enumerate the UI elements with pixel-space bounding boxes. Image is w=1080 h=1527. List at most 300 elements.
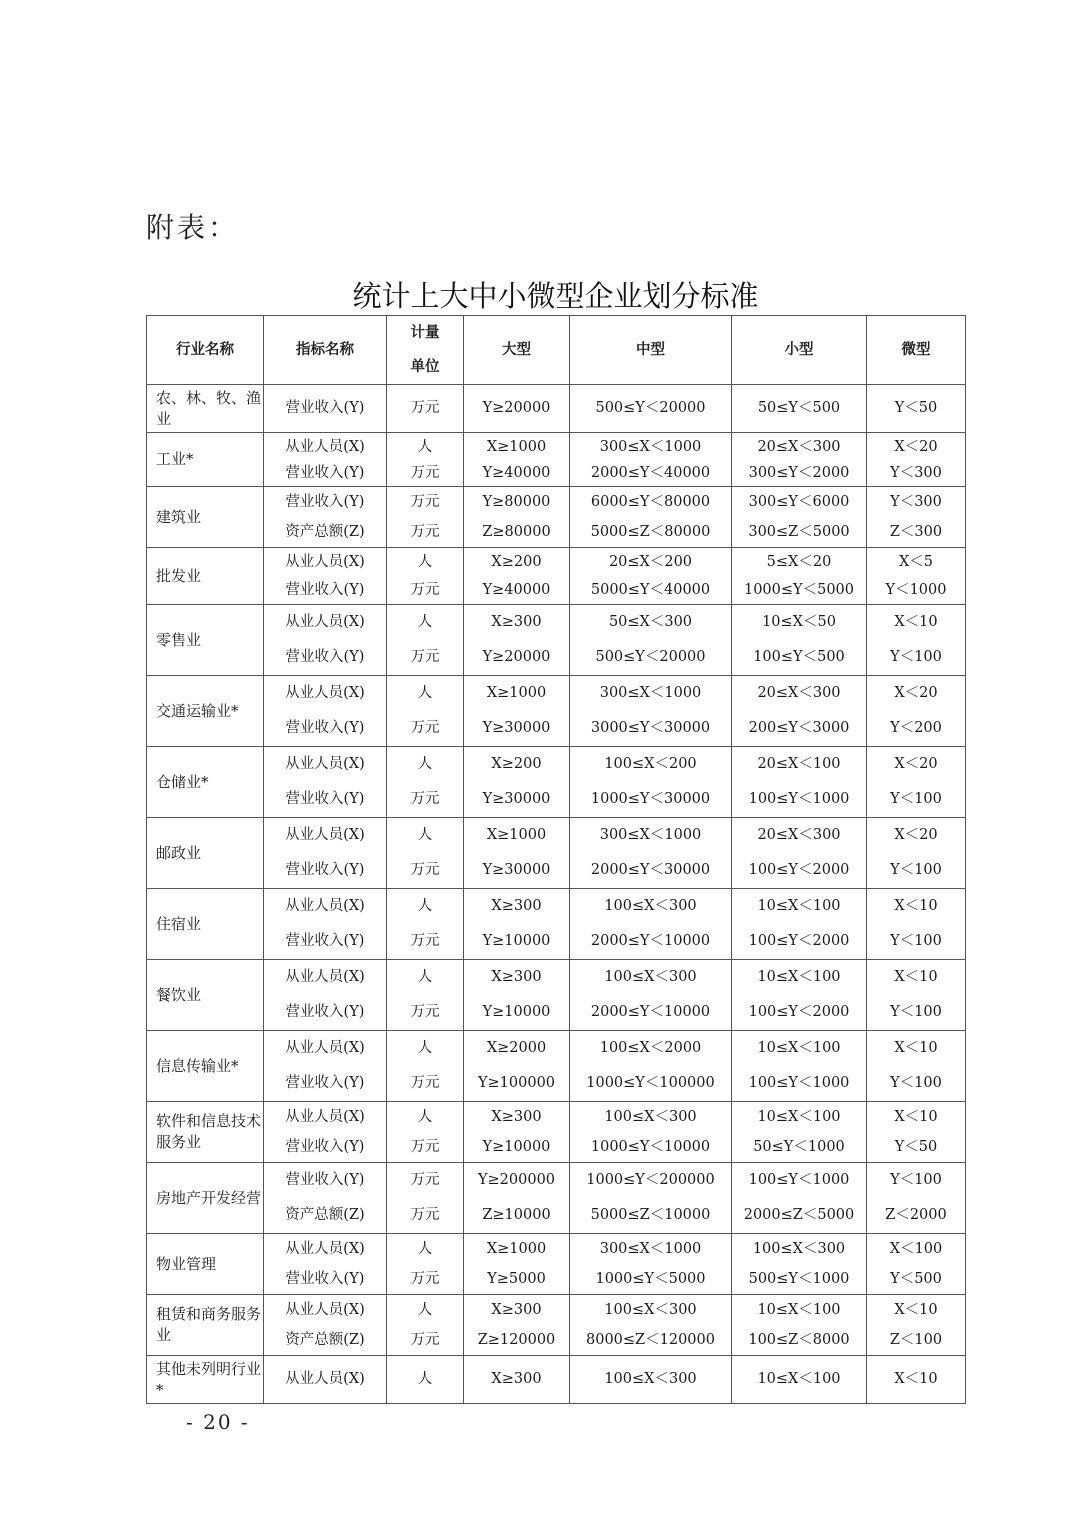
- medium-cell: [570, 548, 732, 605]
- medium-cell: [570, 1295, 732, 1356]
- unit-cell: [387, 1031, 464, 1102]
- indicator-value: 从业人员(X): [285, 614, 365, 630]
- indicator-value: 从业人员(X): [285, 827, 365, 843]
- unit-cell: [387, 1163, 464, 1234]
- large-cell: [464, 1295, 570, 1356]
- micro-value: Y＜100: [890, 649, 942, 665]
- unit-value: 万元: [410, 1271, 440, 1287]
- medium-cell: [570, 747, 732, 818]
- large-value: X≥200: [491, 756, 542, 772]
- large-cell: [464, 676, 570, 747]
- large-cell: [464, 747, 570, 818]
- unit-value: 万元: [410, 862, 440, 878]
- indicator-value: 营业收入(Y): [285, 1172, 365, 1188]
- indicator-value: 从业人员(X): [285, 685, 365, 701]
- table-row: [147, 818, 966, 889]
- medium-value: 2000≤Y＜10000: [590, 1004, 711, 1020]
- micro-cell: [867, 889, 966, 960]
- micro-value: X＜20: [894, 685, 938, 701]
- indicator-cell: [264, 1295, 387, 1356]
- small-value: 100≤Y＜2000: [748, 933, 850, 949]
- indicator-value: 营业收入(Y): [285, 720, 365, 736]
- table-row: [147, 1234, 966, 1295]
- enterprise-size-standard-table: [146, 315, 966, 1404]
- small-cell: [732, 548, 867, 605]
- micro-cell: [867, 818, 966, 889]
- indicator-value: 营业收入(Y): [285, 582, 365, 598]
- unit-cell: [387, 1295, 464, 1356]
- table-row: [147, 385, 966, 433]
- micro-cell: [867, 1102, 966, 1163]
- unit-value: 万元: [410, 933, 440, 949]
- micro-cell: [867, 1356, 966, 1404]
- unit-value: 万元: [410, 524, 440, 540]
- indicator-cell: [264, 747, 387, 818]
- micro-cell: [867, 1295, 966, 1356]
- header-unit-line2: 单位: [410, 359, 440, 375]
- indicator-cell: [264, 676, 387, 747]
- small-value: 2000≤Z＜5000: [743, 1207, 855, 1223]
- table-row: [147, 1295, 966, 1356]
- medium-value: 500≤Y＜20000: [595, 400, 706, 417]
- unit-value: 人: [417, 1241, 433, 1257]
- large-value: X≥2000: [486, 1040, 547, 1056]
- small-value: 100≤Y＜2000: [748, 862, 850, 878]
- micro-value: X＜10: [894, 614, 938, 630]
- indicator-value: 营业收入(Y): [285, 1004, 365, 1020]
- unit-cell: [387, 747, 464, 818]
- industry-name: 工业*: [147, 433, 264, 487]
- micro-value: X＜20: [894, 438, 938, 455]
- unit-cell: [387, 818, 464, 889]
- industry-name: 物业管理: [147, 1234, 264, 1295]
- large-value: Y≥30000: [482, 862, 551, 878]
- indicator-value: 营业收入(Y): [285, 1271, 365, 1287]
- micro-value: Y＜100: [890, 862, 942, 878]
- large-value: Y≥20000: [482, 400, 551, 417]
- header-indicator: 指标名称: [264, 316, 387, 385]
- medium-value: 100≤X＜300: [604, 1302, 697, 1318]
- header-medium: 中型: [570, 316, 732, 385]
- industry-name: 房地产开发经营: [147, 1163, 264, 1234]
- unit-cell: [387, 676, 464, 747]
- large-value: Z≥10000: [482, 1207, 551, 1223]
- medium-value: 100≤X＜300: [604, 1109, 697, 1125]
- unit-cell: [387, 548, 464, 605]
- small-cell: [732, 1234, 867, 1295]
- small-value: 50≤Y＜500: [757, 400, 841, 417]
- indicator-cell: [264, 1163, 387, 1234]
- unit-cell: [387, 1102, 464, 1163]
- indicator-value: 营业收入(Y): [285, 649, 365, 665]
- unit-value: 人: [417, 827, 433, 843]
- micro-value: Z＜2000: [885, 1207, 947, 1223]
- micro-cell: [867, 433, 966, 487]
- micro-value: X＜100: [889, 1241, 943, 1257]
- small-value: 20≤X＜300: [757, 827, 841, 843]
- large-cell: [464, 487, 570, 548]
- micro-value: Y＜200: [890, 720, 942, 736]
- medium-value: 3000≤Y＜30000: [590, 720, 711, 736]
- unit-cell: [387, 385, 464, 433]
- unit-value: 万元: [410, 1075, 440, 1091]
- micro-value: X＜20: [894, 827, 938, 843]
- unit-value: 人: [417, 1040, 433, 1056]
- industry-name: 其他未列明行业*: [147, 1356, 264, 1404]
- unit-value: 人: [417, 1109, 433, 1125]
- small-value: 300≤Y＜2000: [748, 464, 850, 481]
- micro-cell: [867, 487, 966, 548]
- large-value: Z≥80000: [482, 524, 551, 540]
- unit-value: 万元: [410, 1004, 440, 1020]
- medium-value: 50≤X＜300: [608, 614, 693, 630]
- unit-value: 万元: [410, 649, 440, 665]
- small-cell: [732, 747, 867, 818]
- medium-cell: [570, 487, 732, 548]
- medium-value: 300≤X＜1000: [599, 685, 702, 701]
- indicator-cell: [264, 548, 387, 605]
- large-value: Y≥200000: [477, 1172, 556, 1188]
- large-value: X≥1000: [486, 438, 547, 455]
- medium-value: 100≤X＜2000: [599, 1040, 702, 1056]
- small-cell: [732, 487, 867, 548]
- small-value: 10≤X＜100: [757, 1040, 841, 1056]
- small-value: 10≤X＜100: [757, 1302, 841, 1318]
- table-row: [147, 1163, 966, 1234]
- medium-cell: [570, 1234, 732, 1295]
- small-value: 100≤Z＜8000: [748, 1332, 850, 1348]
- unit-value: 人: [417, 898, 433, 914]
- large-value: X≥300: [491, 1302, 542, 1318]
- indicator-value: 营业收入(Y): [285, 1075, 365, 1091]
- micro-value: Y＜300: [890, 464, 942, 481]
- indicator-cell: [264, 960, 387, 1031]
- small-value: 20≤X＜300: [757, 685, 841, 701]
- unit-value: 万元: [410, 791, 440, 807]
- unit-value: 万元: [410, 1207, 440, 1223]
- table-row: [147, 487, 966, 548]
- medium-value: 5000≤Z＜80000: [590, 524, 711, 540]
- large-value: Y≥80000: [482, 494, 551, 510]
- small-cell: [732, 1295, 867, 1356]
- indicator-value: 从业人员(X): [285, 1302, 365, 1318]
- indicator-value: 资产总额(Z): [285, 524, 365, 540]
- industry-name: 住宿业: [147, 889, 264, 960]
- medium-value: 300≤X＜1000: [599, 1241, 702, 1257]
- medium-cell: [570, 818, 732, 889]
- large-value: X≥1000: [486, 1241, 547, 1257]
- unit-cell: [387, 487, 464, 548]
- medium-cell: [570, 676, 732, 747]
- medium-value: 300≤X＜1000: [599, 827, 702, 843]
- table-row: [147, 433, 966, 487]
- small-value: 50≤Y＜1000: [753, 1139, 845, 1155]
- table-row: [147, 889, 966, 960]
- small-value: 10≤X＜100: [757, 1371, 841, 1388]
- medium-cell: [570, 433, 732, 487]
- medium-value: 500≤Y＜20000: [595, 649, 706, 665]
- unit-cell: [387, 433, 464, 487]
- large-value: X≥1000: [486, 685, 547, 701]
- micro-cell: [867, 960, 966, 1031]
- medium-cell: [570, 1356, 732, 1404]
- medium-value: 100≤X＜300: [604, 898, 697, 914]
- indicator-value: 从业人员(X): [285, 969, 365, 985]
- large-value: X≥300: [491, 898, 542, 914]
- small-value: 10≤X＜100: [757, 1109, 841, 1125]
- unit-cell: [387, 1234, 464, 1295]
- micro-value: X＜10: [894, 1040, 938, 1056]
- medium-cell: [570, 1031, 732, 1102]
- medium-value: 100≤X＜200: [604, 756, 697, 772]
- table-row: [147, 1102, 966, 1163]
- indicator-cell: [264, 385, 387, 433]
- small-cell: [732, 1356, 867, 1404]
- unit-value: 人: [417, 1371, 433, 1388]
- header-unit: [387, 316, 464, 385]
- indicator-value: 从业人员(X): [285, 1040, 365, 1056]
- industry-name: 仓储业*: [147, 747, 264, 818]
- medium-value: 1000≤Y＜10000: [590, 1139, 711, 1155]
- unit-value: 人: [417, 1302, 433, 1318]
- header-micro: 微型: [867, 316, 966, 385]
- small-cell: [732, 960, 867, 1031]
- micro-value: Y＜100: [890, 1075, 942, 1091]
- small-value: 5≤X＜20: [766, 554, 832, 570]
- micro-cell: [867, 1031, 966, 1102]
- large-value: Z≥120000: [477, 1332, 556, 1348]
- medium-value: 1000≤Y＜100000: [586, 1075, 715, 1091]
- header-large: 大型: [464, 316, 570, 385]
- table-row: [147, 960, 966, 1031]
- indicator-value: 从业人员(X): [285, 438, 365, 455]
- micro-value: Y＜500: [890, 1271, 942, 1287]
- medium-value: 2000≤Y＜10000: [590, 933, 711, 949]
- large-cell: [464, 548, 570, 605]
- indicator-value: 从业人员(X): [285, 1241, 365, 1257]
- page-number: - 20 -: [186, 1410, 250, 1434]
- unit-value: 万元: [410, 400, 440, 417]
- header-industry: 行业名称: [147, 316, 264, 385]
- indicator-value: 营业收入(Y): [285, 494, 365, 510]
- large-cell: [464, 960, 570, 1031]
- micro-value: Y＜100: [890, 791, 942, 807]
- unit-value: 人: [417, 438, 433, 455]
- micro-cell: [867, 385, 966, 433]
- unit-value: 万元: [410, 1139, 440, 1155]
- small-value: 20≤X＜300: [757, 438, 841, 455]
- indicator-cell: [264, 1102, 387, 1163]
- small-value: 100≤Y＜500: [753, 649, 845, 665]
- industry-name: 批发业: [147, 548, 264, 605]
- indicator-value: 从业人员(X): [285, 1371, 365, 1388]
- small-cell: [732, 605, 867, 676]
- indicator-value: 资产总额(Z): [285, 1207, 365, 1223]
- large-cell: [464, 1163, 570, 1234]
- indicator-cell: [264, 487, 387, 548]
- unit-cell: [387, 889, 464, 960]
- indicator-cell: [264, 818, 387, 889]
- large-cell: [464, 818, 570, 889]
- micro-value: Y＜50: [894, 1139, 938, 1155]
- medium-cell: [570, 385, 732, 433]
- table-row: [147, 747, 966, 818]
- header-row: [147, 316, 966, 385]
- medium-value: 100≤X＜300: [604, 1371, 697, 1388]
- large-value: Y≥10000: [482, 1004, 551, 1020]
- micro-value: Y＜1000: [885, 582, 947, 598]
- large-value: Y≥10000: [482, 933, 551, 949]
- medium-value: 20≤X＜200: [608, 554, 693, 570]
- indicator-value: 从业人员(X): [285, 554, 365, 570]
- large-value: X≥1000: [486, 827, 547, 843]
- medium-value: 1000≤Y＜30000: [590, 791, 711, 807]
- small-value: 300≤Y＜6000: [748, 494, 850, 510]
- micro-value: X＜10: [894, 969, 938, 985]
- large-value: Y≥30000: [482, 720, 551, 736]
- attachment-label: 附表：: [146, 211, 240, 244]
- large-value: X≥200: [491, 554, 542, 570]
- small-cell: [732, 889, 867, 960]
- micro-value: X＜10: [894, 1109, 938, 1125]
- indicator-value: 资产总额(Z): [285, 1332, 365, 1348]
- header-unit-line1: 计量: [410, 325, 440, 341]
- industry-name: 邮政业: [147, 818, 264, 889]
- medium-cell: [570, 889, 732, 960]
- small-value: 100≤Y＜2000: [748, 1004, 850, 1020]
- micro-value: X＜20: [894, 756, 938, 772]
- small-cell: [732, 385, 867, 433]
- small-value: 200≤Y＜3000: [748, 720, 850, 736]
- large-value: X≥300: [491, 969, 542, 985]
- large-cell: [464, 1234, 570, 1295]
- small-cell: [732, 818, 867, 889]
- indicator-value: 营业收入(Y): [285, 1139, 365, 1155]
- small-value: 10≤X＜100: [757, 898, 841, 914]
- small-value: 1000≤Y＜5000: [743, 582, 855, 598]
- table-title: 统计上大中小微型企业划分标准: [352, 279, 759, 313]
- industry-name: 建筑业: [147, 487, 264, 548]
- micro-cell: [867, 676, 966, 747]
- industry-name: 租赁和商务服务业: [147, 1295, 264, 1356]
- indicator-cell: [264, 1356, 387, 1404]
- medium-value: 2000≤Y＜30000: [590, 862, 711, 878]
- table-row: [147, 605, 966, 676]
- indicator-value: 营业收入(Y): [285, 862, 365, 878]
- medium-value: 1000≤Y＜5000: [595, 1271, 706, 1287]
- large-cell: [464, 433, 570, 487]
- medium-value: 5000≤Y＜40000: [590, 582, 711, 598]
- micro-cell: [867, 548, 966, 605]
- small-value: 500≤Y＜1000: [748, 1271, 850, 1287]
- micro-value: X＜10: [894, 1371, 938, 1388]
- indicator-value: 从业人员(X): [285, 1109, 365, 1125]
- indicator-value: 从业人员(X): [285, 756, 365, 772]
- small-cell: [732, 1031, 867, 1102]
- unit-value: 万元: [410, 1172, 440, 1188]
- large-value: Y≥40000: [482, 582, 551, 598]
- table-row: [147, 548, 966, 605]
- micro-value: X＜10: [894, 898, 938, 914]
- indicator-value: 从业人员(X): [285, 898, 365, 914]
- large-value: Y≥30000: [482, 791, 551, 807]
- medium-cell: [570, 605, 732, 676]
- medium-value: 1000≤Y＜200000: [586, 1172, 715, 1188]
- large-value: Y≥100000: [477, 1075, 556, 1091]
- unit-value: 万元: [410, 494, 440, 510]
- industry-name: 餐饮业: [147, 960, 264, 1031]
- small-cell: [732, 676, 867, 747]
- unit-value: 人: [417, 614, 433, 630]
- large-cell: [464, 1102, 570, 1163]
- small-cell: [732, 1163, 867, 1234]
- micro-value: Z＜100: [889, 1332, 943, 1348]
- medium-value: 2000≤Y＜40000: [590, 464, 711, 481]
- indicator-cell: [264, 1031, 387, 1102]
- micro-cell: [867, 605, 966, 676]
- unit-value: 万元: [410, 720, 440, 736]
- large-cell: [464, 1031, 570, 1102]
- unit-value: 人: [417, 554, 433, 570]
- unit-value: 万元: [410, 1332, 440, 1348]
- industry-name: 农、林、牧、渔业: [147, 385, 264, 433]
- micro-value: Y＜100: [890, 933, 942, 949]
- micro-value: X＜5: [898, 554, 934, 570]
- large-value: Y≥40000: [482, 464, 551, 481]
- small-value: 10≤X＜50: [762, 614, 836, 630]
- large-value: Y≥5000: [487, 1271, 546, 1287]
- indicator-value: 营业收入(Y): [285, 400, 365, 417]
- table-row: [147, 1031, 966, 1102]
- unit-cell: [387, 605, 464, 676]
- small-value: 100≤Y＜1000: [748, 1075, 850, 1091]
- large-value: X≥300: [491, 614, 542, 630]
- unit-cell: [387, 960, 464, 1031]
- large-cell: [464, 1356, 570, 1404]
- medium-cell: [570, 960, 732, 1031]
- indicator-value: 营业收入(Y): [285, 791, 365, 807]
- micro-cell: [867, 1163, 966, 1234]
- small-cell: [732, 433, 867, 487]
- large-value: Y≥10000: [482, 1139, 551, 1155]
- small-value: 100≤X＜300: [752, 1241, 846, 1257]
- small-value: 100≤Y＜1000: [748, 1172, 850, 1188]
- indicator-cell: [264, 889, 387, 960]
- large-value: X≥300: [491, 1371, 542, 1388]
- small-value: 20≤X＜100: [757, 756, 841, 772]
- indicator-value: 营业收入(Y): [285, 464, 365, 481]
- indicator-cell: [264, 1234, 387, 1295]
- unit-value: 人: [417, 756, 433, 772]
- unit-cell: [387, 1356, 464, 1404]
- micro-value: Z＜300: [889, 524, 943, 540]
- micro-value: Y＜300: [890, 494, 942, 510]
- medium-cell: [570, 1102, 732, 1163]
- medium-value: 6000≤Y＜80000: [590, 494, 711, 510]
- indicator-value: 营业收入(Y): [285, 933, 365, 949]
- large-value: X≥300: [491, 1109, 542, 1125]
- industry-name: 零售业: [147, 605, 264, 676]
- unit-value: 人: [417, 969, 433, 985]
- industry-name: 交通运输业*: [147, 676, 264, 747]
- medium-cell: [570, 1163, 732, 1234]
- table-row: [147, 676, 966, 747]
- micro-value: Y＜100: [890, 1004, 942, 1020]
- small-value: 300≤Z＜5000: [748, 524, 850, 540]
- large-cell: [464, 385, 570, 433]
- industry-name: 信息传输业*: [147, 1031, 264, 1102]
- medium-value: 100≤X＜300: [604, 969, 697, 985]
